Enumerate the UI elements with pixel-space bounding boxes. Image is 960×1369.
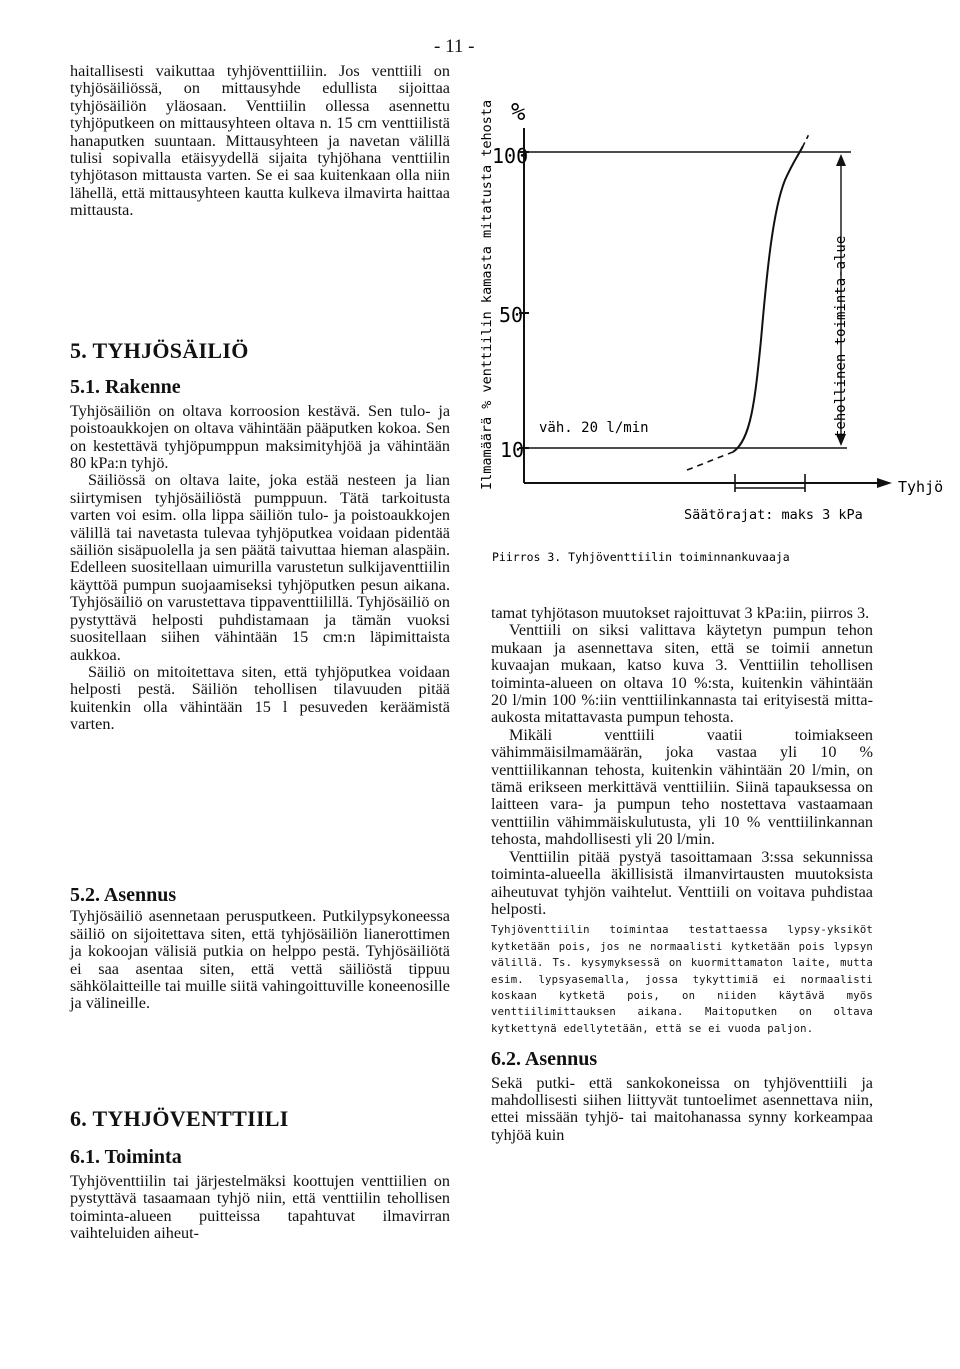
heading-6-2: 6.2. Asennus [491, 1048, 598, 1071]
characteristic-curve [733, 146, 803, 452]
paragraph-5-1-a: Tyhjösäiliön on oltava korroosion kestävä. Sen tulo- ja poistoaukkojen on oltava vähintään pääputken kokoa. Sen on kestettävä tyhjöpumppun maksimityhjöä ja vähintään 80 kPa:n tyhjö. [70, 401, 450, 473]
heading-5-2: 5.2. Asennus [70, 884, 177, 906]
paragraph-right-1: tamat tyhjötason muutokset rajoittuvat 3 kPa:iin, piirros 3. [491, 604, 870, 622]
heading-5-1: 5.1. Rakenne [70, 376, 181, 399]
paragraph-5-1-c: Säiliö on mitoitettava siten, että tyhjöputkea voidaan helposti pestä. Säiliön tehollisen tilavuuden pitää kuitenkin olla vähintään 15 l pesuveden keräämistä varten. [70, 662, 450, 734]
section-6-block [70, 1106, 450, 1243]
left-column [70, 63, 450, 220]
heading-section-6: 6. TYHJÖVENTTIILI [70, 1106, 289, 1131]
section-5-block [70, 338, 450, 734]
x-axis-label: Tyhjö [898, 478, 944, 496]
paragraph-intro: haitallisesti vaikuttaa tyhjöventtiiliin. Jos venttiili on tyhjösäiliössä, on mittausyhde edullista sijoittaa tyhjösäiliön yläosaan. Venttiilin ollessa asennettu tyhjöputkeen on mittausyhteen oltava n. 15 cm venttiilistä hanaputken suuntaan. Mittausyhteen ja navetan välillä tulisi sopivalla etäisyydellä sijaita tyhjöhana venttiilin tyhjötason mittausta varten. Se ei saa kuitenkaan olla niin lähellä, että mittausyhteen kautta kulkeva ilmavirta haittaa mittausta. [70, 62, 450, 220]
tick-50: 50 [499, 303, 524, 327]
test-note: Tyhjöventtiilin toimintaa testattaessa lypsy-yksiköt kytketään pois, jos ne normaalisti kytketään pois lypsyn välillä. Ts. kysymyksessä on kuormittamaton laite, mutta esim. lypsyasemalla, jossa tykyttimiä ei normaalisti koskaan kytketä pois, on niiden käytävä myös venttiilimittauksen aikana. Maitoputken on oltava kytkettynä edellytetään, että se ei vuoda paljon. [491, 924, 873, 1035]
range-label: Säätörajat: maks 3 kPa [684, 507, 863, 523]
paragraph-right-3: Mikäli venttiili vaatii toimiakseen vähimmäisilmamäärän, joka vastaa yli 10 % venttiilikannan tehosta, kuitenkin vähintään 20 l/min, on tämä erikseen merkittävä venttiiliin. Siinä tapauksessa on laitteen vara- ja pumpun teho nostettava vastaamaan venttiilin vähimmäiskulutusta, yli 10 % venttiilinkannan tehosta, mahdollisesti yli 20 l/min. [491, 725, 873, 849]
curve-dashed-high [803, 134, 809, 146]
paragraph-6-1: Tyhjöventtiilin tai järjestelmäksi koottujen venttiilien on pystyttävä tasaamaan tyhjö niin, että venttiilin tehollisen toiminta-alueen puitteissa tapahtuvat ilmavirran vaihteluiden aiheut- [70, 1171, 450, 1243]
paragraph-6-2: Sekä putki- että sankokoneissa on tyhjöventtiili ja mahdollisesti siihen liittyvät tuntoelimet asennettava niin, ettei missään tyhjö- tai maitohanassa synny korkeampaa tyhjöä kuin [491, 1073, 873, 1144]
heading-section-5: 5. TYHJÖSÄILIÖ [70, 338, 249, 363]
min-flow-label: väh. 20 l/min [539, 420, 649, 436]
section-5-2-block [70, 884, 450, 1013]
paragraph-right-2: Venttiili on siksi valittava käytetyn pumpun tehon mukaan ja asennettava siten, että se toimii annetun kuvaajan mukaan, katso kuva 3. Venttiilin tehollisen toiminta-alueen on oltava 10 %:sta, kuitenkin vähintään 20 l/min 100 %:iin venttiilinkannasta tai erityisestä mitta-aukosta mitattavasta pumpun tehosta. [491, 621, 873, 727]
paragraph-5-2: Tyhjösäiliö asennetaan perusputkeen. Putkilypsykoneessa säiliö on sijoitettava siten, että tyhjösäiliön lianerottimen ja kokoojan välisiä putkia on helppo pestä. Tyhjösäiliötä ei saa asentaa siten, että vettä säiliöstä tippuu sähkölaitteille tai muille siitä vahingoittuville koneenosille ja välineille. [70, 907, 450, 1013]
figure-caption: Piirros 3. Tyhjöventtiilin toiminnankuvaaja [492, 550, 790, 564]
tick-10: 10 [500, 438, 525, 462]
percent-sign: % [511, 98, 526, 126]
right-column [491, 605, 873, 1144]
range-arrow-up [836, 154, 846, 166]
heading-6-1: 6.1. Toiminta [70, 1146, 182, 1169]
paragraph-5-1-b: Säiliössä on oltava laite, joka estää nesteen ja lian siirtymisen tyhjösäiliöstä pumppuun. Tätä tarkoitusta varten voi esim. olla lippa säiliön tulo- ja poistoaukkojen välillä tai navetasta tulevaa tyhjöputkea voidaan pidentää säiliön sisäpuolella ja sen päätä taivuttaa hieman alaspäin. Edelleen suositellaan uimurilla varustetun sulkijaventtiilin käyttöä pumpun suojaamiseksi tyhjöputken pesun aikana. Tyhjösäiliö on varustettava tippaventtiilillä. Tyhjösäiliö on pystyttävä helposti puhdistamaan ja tämän vuoksi suositellaan siihen vähintään 15 cm:n läpimittaista aukkoa. [70, 471, 450, 664]
y-axis-label: Ilmamäärä % venttiilin kamasta mitatusta tehosta [479, 99, 495, 490]
tick-100: 100 [492, 144, 529, 168]
range-vertical-label: tehollinen toiminta-alue [833, 235, 849, 438]
valve-characteristic-figure [455, 60, 955, 580]
paragraph-right-4: Venttiilin pitää pystyä tasoittamaan 3:ssa sekunnissa toiminta-alueella äkillisistä ilmanvirtausten muutoksista aiheutuvat tyhjön vaihtelut. Venttiili on voitava puhdistaa helposti. [491, 847, 873, 918]
curve-dashed-low [687, 452, 733, 470]
x-axis-arrow [877, 478, 892, 488]
page-number: - 11 - [434, 36, 475, 57]
